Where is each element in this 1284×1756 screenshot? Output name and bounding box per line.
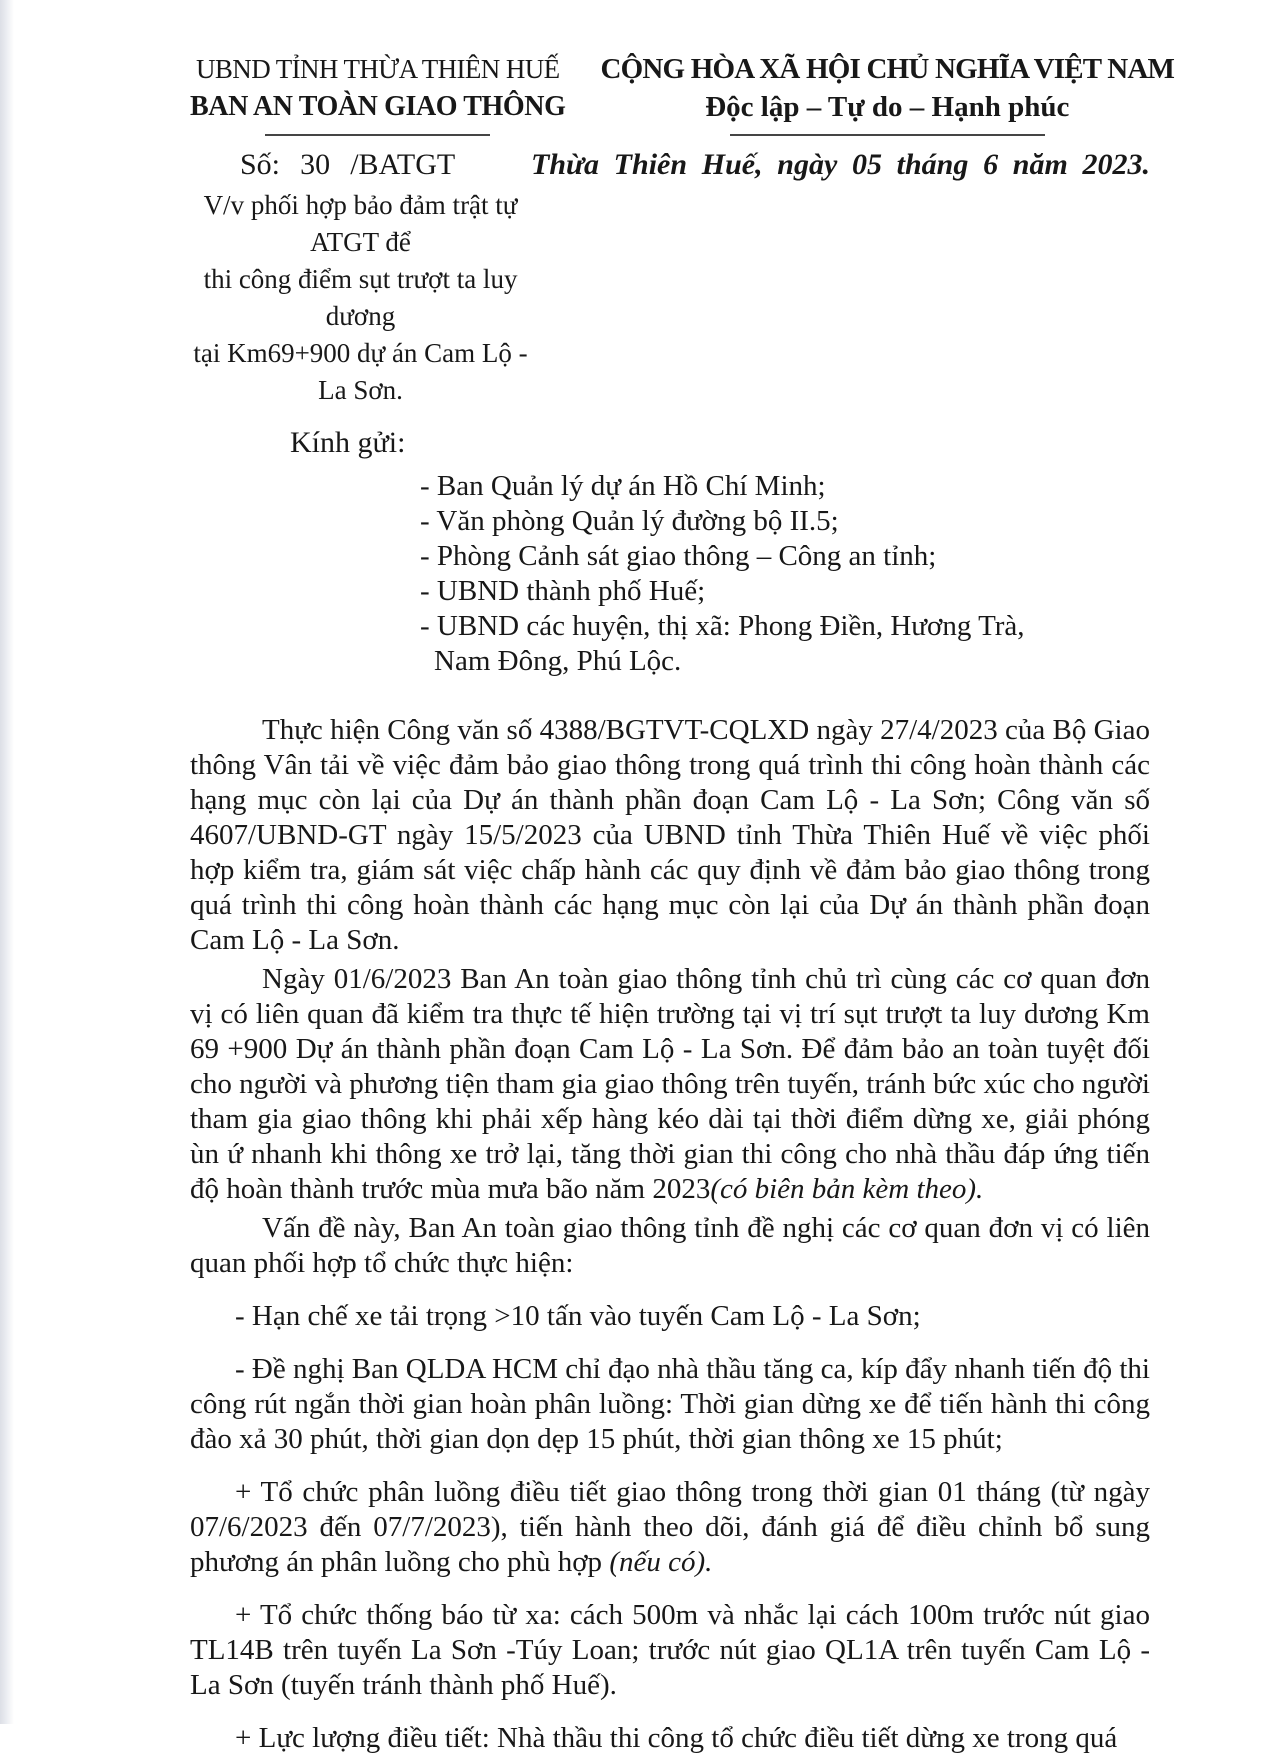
national-header-block <box>601 50 1175 136</box>
document-meta <box>190 146 1150 409</box>
motto-underline <box>730 134 1045 136</box>
document-body <box>190 713 1150 1756</box>
document-header <box>190 50 1175 136</box>
body-paragraph <box>190 1211 1150 1281</box>
text-segment: - Đề nghị Ban QLDA HCM chỉ đạo nhà thầu tăng ca, kíp đẩy nhanh tiến độ thi công rút ngắn thời gian hoàn phân luồng: Thời gian dừng xe để tiến hành thi công đào xả 30 phút, thời gian dọn dẹp 15 phút, thời gian thông xe 15 phút; <box>190 1353 1150 1455</box>
national-title: CỘNG HÒA XÃ HỘI CHỦ NGHĨA VIỆT NAM <box>600 53 1175 85</box>
issuing-agency-name: BAN AN TOÀN GIAO THÔNG <box>190 91 566 122</box>
text-segment: + Tổ chức thống báo từ xa: cách 500m và nhắc lại cách 100m trước nút giao TL14B trên tuyến La Sơn -Túy Loan; trước nút giao QL1A trên tuyến Cam Lộ - La Sơn (tuyến tránh thành phố Huế). <box>190 1599 1150 1701</box>
document-number: Số: 30 /BATGT <box>240 148 456 181</box>
subject-line: tại Km69+900 dự án Cam Lộ - La Sơn. <box>193 338 528 405</box>
italic-text-segment: (có biên bản kèm theo). <box>710 1173 984 1205</box>
text-segment: + Tổ chức phân luồng điều tiết giao thông trong thời gian 01 tháng (từ ngày 07/6/2023 đến 07/7/2023), tiến hành theo dõi, đánh giá để điều chỉnh bổ sung phương án phân luồng cho phù hợp <box>190 1476 1150 1578</box>
recipient-line: - Ban Quản lý dự án Hồ Chí Minh; <box>420 470 826 502</box>
recipient-line: - Văn phòng Quản lý đường bộ II.5; <box>420 505 839 537</box>
salutation-label: Kính gửi: <box>290 426 406 459</box>
agency-underline <box>265 134 490 136</box>
place-date-block <box>531 146 1150 409</box>
list-item-paragraph <box>190 1721 1150 1756</box>
recipient-line: - UBND các huyện, thị xã: Phong Điền, Hương Trà, <box>420 610 1025 642</box>
recipient-line: - Phòng Cảnh sát giao thông – Công an tỉnh; <box>420 540 937 572</box>
text-segment: Thực hiện Công văn số 4388/BGTVT-CQLXD ngày 27/4/2023 của Bộ Giao thông Vân tải về việc đảm bảo giao thông trong quá trình thi công hoàn thành các hạng mục còn lại của Dự án thành phần đoạn Cam Lộ - La Sơn; Công văn số 4607/UBND-GT ngày 15/5/2023 của UBND tỉnh Thừa Thiên Huế về việc phối hợp kiểm tra, giám sát việc chấp hành các quy định về đảm bảo giao thông trong quá trình thi công hoàn thành các hạng mục còn lại của Dự án thành phần đoạn Cam Lộ - La Sơn. <box>190 714 1150 956</box>
parent-agency-name: UBND TỈNH THỪA THIÊN HUẾ <box>195 54 560 84</box>
recipient-line: Nam Đông, Phú Lộc. <box>434 645 682 677</box>
document-subject <box>190 187 531 409</box>
list-item-paragraph <box>190 1475 1150 1580</box>
issuing-agency-block <box>190 50 566 136</box>
subject-line: V/v phối hợp bảo đảm trật tự ATGT để <box>203 190 518 257</box>
national-motto: Độc lập – Tự do – Hạnh phúc <box>705 91 1070 123</box>
salutation-block <box>190 425 1150 679</box>
place-and-date: Thừa Thiên Huế, ngày 05 tháng 6 năm 2023. <box>531 148 1150 181</box>
list-item-paragraph <box>190 1299 1150 1334</box>
scan-edge-shadow <box>0 0 14 1724</box>
body-paragraph <box>190 962 1150 1207</box>
recipients-list <box>420 469 1150 679</box>
list-item-paragraph <box>190 1598 1150 1703</box>
text-segment: - Hạn chế xe tải trọng >10 tấn vào tuyến Cam Lộ - La Sơn; <box>235 1300 921 1332</box>
text-segment: Ngày 01/6/2023 Ban An toàn giao thông tỉnh chủ trì cùng các cơ quan đơn vị có liên quan đã kiểm tra thực tế hiện trường tại vị trí sụt trượt ta luy dương Km 69 +900 Dự án thành phần đoạn Cam Lộ - La Sơn. Để đảm bảo an toàn tuyệt đối cho người và phương tiện tham gia giao thông trên tuyến, tránh bức xúc cho người tham gia giao thông khi phải xếp hàng kéo dài tại thời điểm dừng xe, giải phóng ùn ứ nhanh khi thông xe trở lại, tăng thời gian thi công cho nhà thầu đáp ứng tiến độ hoàn thành trước mùa mưa bão năm 2023 <box>190 963 1150 1205</box>
document-content <box>190 50 1175 1756</box>
text-segment: Vấn đề này, Ban An toàn giao thông tỉnh đề nghị các cơ quan đơn vị có liên quan phối hợp tổ chức thực hiện: <box>190 1212 1150 1279</box>
doc-number-subject-block <box>190 146 531 409</box>
list-item-paragraph <box>190 1352 1150 1457</box>
subject-line: thi công điểm sụt trượt ta luy dương <box>203 264 518 331</box>
italic-text-segment: (nếu có). <box>609 1546 713 1578</box>
text-segment: + Lực lượng điều tiết: Nhà thầu thi công tổ chức điều tiết dừng xe trong quá <box>235 1722 1118 1754</box>
recipient-line: - UBND thành phố Huế; <box>420 575 706 607</box>
body-paragraph <box>190 713 1150 958</box>
